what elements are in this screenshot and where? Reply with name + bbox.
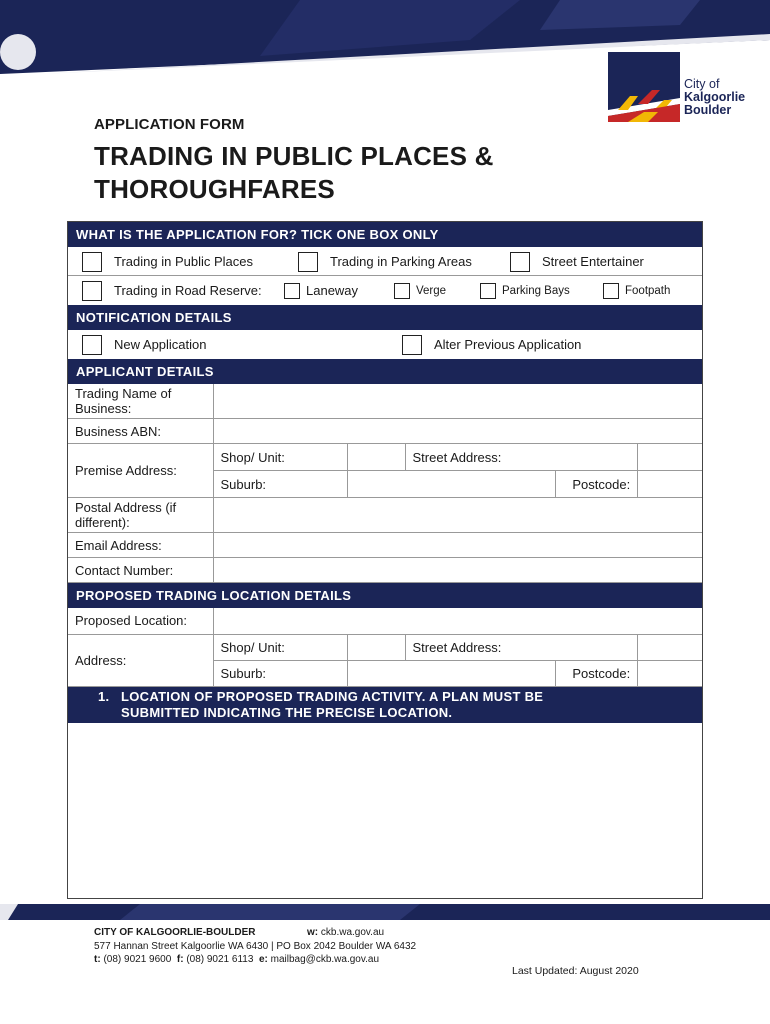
option-new-application[interactable] bbox=[82, 330, 207, 359]
premise-shop-unit-label: Shop/ Unit: bbox=[213, 444, 347, 471]
option-public-places[interactable] bbox=[82, 247, 253, 276]
logo-line-2: Kalgoorlie bbox=[684, 90, 746, 104]
section-heading-notification: NOTIFICATION DETAILS bbox=[68, 305, 702, 330]
location-shop-unit-field[interactable] bbox=[347, 634, 405, 660]
footer-phone-label: t: bbox=[94, 954, 101, 965]
option-parking-bays-label: Parking Bays bbox=[502, 284, 570, 297]
notification-row bbox=[68, 330, 702, 359]
checkbox-new-application[interactable] bbox=[82, 335, 102, 355]
business-abn-label: Business ABN: bbox=[68, 419, 213, 444]
postal-address-label: Postal Address (if different): bbox=[68, 498, 213, 533]
option-road-reserve-label: Trading in Road Reserve: bbox=[114, 283, 262, 298]
footer-web-link[interactable]: ckb.wa.gov.au bbox=[320, 927, 385, 938]
postal-address-field[interactable] bbox=[213, 498, 702, 533]
location-postcode-label: Postcode: bbox=[556, 660, 638, 686]
logo-line-3: Boulder bbox=[684, 103, 732, 117]
application-type-row-2 bbox=[68, 276, 702, 305]
checkbox-footpath[interactable] bbox=[603, 283, 619, 299]
footer-email-label: e: bbox=[258, 954, 268, 965]
table-row bbox=[68, 419, 702, 444]
applicant-details-table bbox=[68, 384, 702, 583]
form-kicker: APPLICATION FORM bbox=[94, 116, 245, 133]
option-footpath[interactable] bbox=[603, 276, 670, 305]
footer-web bbox=[307, 926, 384, 940]
premise-street-address-field[interactable] bbox=[638, 444, 702, 471]
application-form bbox=[67, 221, 703, 899]
email-field[interactable] bbox=[213, 533, 702, 558]
trading-name-label: Trading Name of Business: bbox=[68, 384, 213, 419]
table-row bbox=[68, 444, 702, 471]
option-street-entertainer-label: Street Entertainer bbox=[542, 254, 644, 269]
option-public-places-label: Trading in Public Places bbox=[114, 254, 253, 269]
checkbox-street-entertainer[interactable] bbox=[510, 252, 530, 272]
option-footpath-label: Footpath bbox=[625, 284, 671, 297]
section-heading-application: WHAT IS THE APPLICATION FOR? TICK ONE BOX ONLY bbox=[68, 222, 702, 247]
plan-heading-line-2: SUBMITTED INDICATING THE PRECISE LOCATION. bbox=[121, 704, 453, 720]
footer-address: 577 Hannan Street Kalgoorlie WA 6430 | PO Box 2042 Boulder WA 6432 bbox=[94, 940, 417, 952]
logo-mark bbox=[608, 52, 680, 122]
option-parking-areas[interactable] bbox=[298, 247, 472, 276]
table-row bbox=[68, 608, 702, 634]
checkbox-verge[interactable] bbox=[394, 283, 410, 299]
premise-suburb-label: Suburb: bbox=[213, 471, 347, 498]
premise-address-label: Premise Address: bbox=[68, 444, 213, 498]
option-road-reserve[interactable] bbox=[82, 276, 262, 305]
last-updated: Last Updated: August 2020 bbox=[512, 965, 639, 977]
checkbox-parking-bays[interactable] bbox=[480, 283, 496, 299]
footer-email[interactable]: mailbag@ckb.wa.gov.au bbox=[270, 954, 380, 965]
checkbox-alter-application[interactable] bbox=[402, 335, 422, 355]
trading-name-field[interactable] bbox=[213, 384, 702, 419]
plan-heading-line-1: LOCATION OF PROPOSED TRADING ACTIVITY. A PLAN MUST BE bbox=[121, 688, 544, 704]
location-street-address-label: Street Address: bbox=[405, 634, 638, 660]
section-heading-plan bbox=[68, 687, 702, 723]
option-laneway-label: Laneway bbox=[306, 283, 359, 298]
option-parking-areas-label: Trading in Parking Areas bbox=[330, 254, 472, 269]
table-row bbox=[68, 498, 702, 533]
location-postcode-field[interactable] bbox=[638, 660, 702, 686]
table-row bbox=[68, 384, 702, 419]
footer-fax: (08) 9021 6113 bbox=[186, 954, 254, 965]
location-street-address-field[interactable] bbox=[638, 634, 702, 660]
application-type-row-1 bbox=[68, 247, 702, 276]
option-alter-application[interactable] bbox=[402, 330, 581, 359]
table-row bbox=[68, 533, 702, 558]
table-row bbox=[68, 558, 702, 583]
section-heading-location: PROPOSED TRADING LOCATION DETAILS bbox=[68, 583, 702, 608]
table-row bbox=[68, 634, 702, 660]
footer-phone: (08) 9021 9600 bbox=[103, 954, 172, 965]
premise-street-address-label: Street Address: bbox=[405, 444, 638, 471]
footer-banner bbox=[0, 904, 770, 920]
proposed-location-field[interactable] bbox=[213, 608, 702, 634]
contact-number-label: Contact Number: bbox=[68, 558, 213, 583]
footer-org: CITY OF KALGOORLIE-BOULDER bbox=[94, 927, 256, 938]
footer-phone-line bbox=[94, 953, 416, 967]
city-logo bbox=[608, 52, 758, 124]
page-title bbox=[94, 140, 494, 206]
proposed-location-label: Proposed Location: bbox=[68, 608, 213, 634]
checkbox-laneway[interactable] bbox=[284, 283, 300, 299]
premise-postcode-field[interactable] bbox=[638, 471, 702, 498]
premise-shop-unit-field[interactable] bbox=[347, 444, 405, 471]
option-verge[interactable] bbox=[394, 276, 446, 305]
page-title-line-2: THOROUGHFARES bbox=[94, 174, 335, 204]
checkbox-parking-areas[interactable] bbox=[298, 252, 318, 272]
location-shop-unit-label: Shop/ Unit: bbox=[213, 634, 347, 660]
premise-suburb-field[interactable] bbox=[347, 471, 556, 498]
option-verge-label: Verge bbox=[416, 284, 447, 297]
footer-fax-label: f: bbox=[176, 954, 184, 965]
location-suburb-field[interactable] bbox=[347, 660, 556, 686]
logo-line-1: City of bbox=[684, 77, 720, 91]
option-parking-bays[interactable] bbox=[480, 276, 570, 305]
footer-contact bbox=[94, 926, 416, 967]
logo-text bbox=[684, 78, 745, 117]
checkbox-public-places[interactable] bbox=[82, 252, 102, 272]
footer-web-label: w: bbox=[307, 927, 319, 938]
checkbox-road-reserve[interactable] bbox=[82, 281, 102, 301]
premise-postcode-label: Postcode: bbox=[556, 471, 638, 498]
option-street-entertainer[interactable] bbox=[510, 247, 644, 276]
plan-description-area[interactable] bbox=[68, 723, 702, 898]
option-laneway[interactable] bbox=[284, 276, 358, 305]
email-label: Email Address: bbox=[68, 533, 213, 558]
option-alter-application-label: Alter Previous Application bbox=[434, 337, 582, 352]
business-abn-field[interactable] bbox=[213, 419, 702, 444]
section-heading-applicant: APPLICANT DETAILS bbox=[68, 359, 702, 384]
location-details-table bbox=[68, 608, 702, 687]
location-suburb-label: Suburb: bbox=[213, 660, 347, 686]
contact-number-field[interactable] bbox=[213, 558, 702, 583]
page-title-line-1: TRADING IN PUBLIC PLACES & bbox=[94, 141, 494, 171]
option-new-application-label: New Application bbox=[114, 337, 207, 352]
location-address-label: Address: bbox=[68, 634, 213, 686]
plan-heading-number: 1. bbox=[98, 688, 110, 704]
